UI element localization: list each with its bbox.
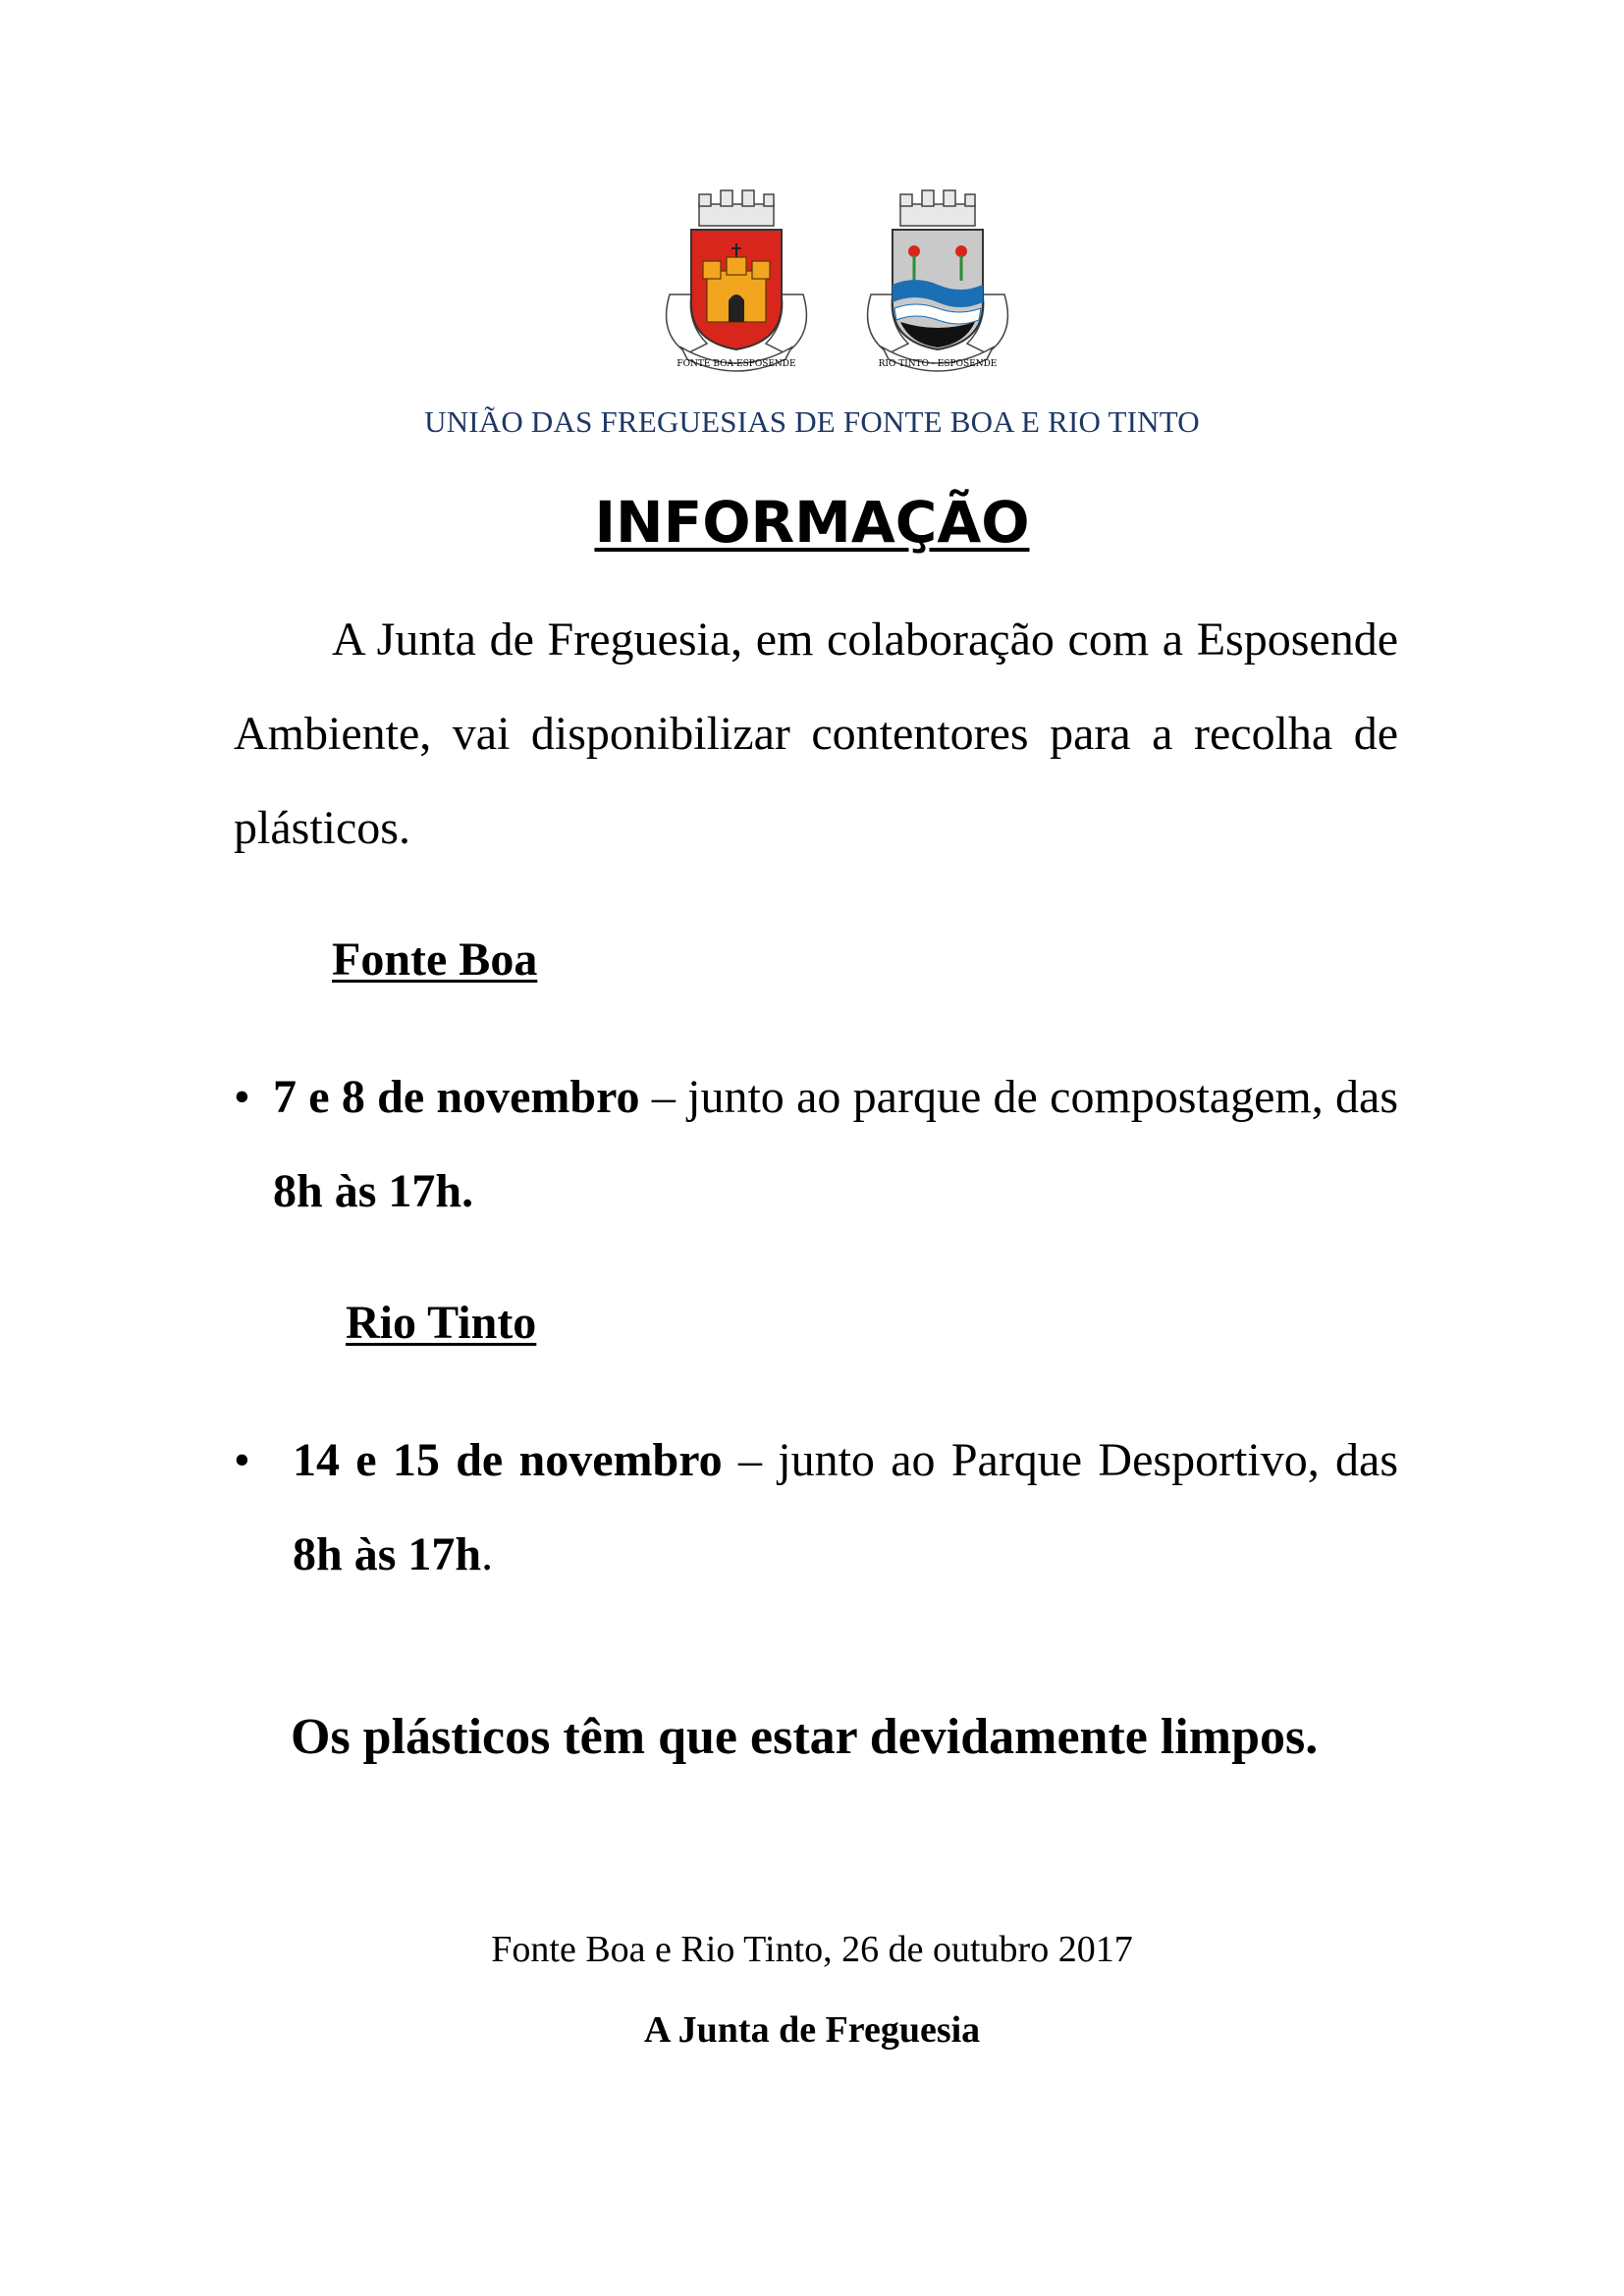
bullet-time: 8h às 17h.: [273, 1165, 474, 1217]
bullet-text: – junto ao parque de compostagem, das: [639, 1071, 1399, 1123]
notice-text: Os plásticos têm que estar devidamente limpos.: [291, 1709, 1319, 1765]
crests-row: [648, 187, 1031, 373]
list-item-fonte-boa: [234, 1050, 1398, 1239]
bullet-date: 14 e 15 de novembro: [293, 1434, 723, 1486]
section-heading-rio-tinto: Rio Tinto: [346, 1297, 537, 1349]
svg-text:FONTE BOA-ESPOSENDE: FONTE BOA-ESPOSENDE: [677, 359, 796, 369]
section-heading-fonte-boa: Fonte Boa: [332, 934, 538, 986]
org-title: UNIÃO DAS FREGUESIAS DE FONTE BOA E RIO TINTO: [424, 404, 1200, 439]
bullet-end: .: [481, 1528, 494, 1580]
list-item-body: [293, 1414, 1398, 1602]
svg-text:RIO TINTO - ESPOSENDE: RIO TINTO - ESPOSENDE: [878, 359, 998, 369]
bullet-time: 8h às 17h: [293, 1528, 482, 1580]
list-item-rio-tinto: [234, 1414, 1398, 1602]
list-item-body: [273, 1050, 1398, 1239]
intro-paragraph: A Junta de Freguesia, em colaboração com a Esposende Ambiente, vai disponibilizar contentores para a recolha de plásticos.: [234, 614, 1398, 854]
rio-tinto-crest: [849, 187, 1026, 373]
bullet-icon: •: [234, 1071, 250, 1123]
bullet-icon: •: [234, 1434, 250, 1486]
fonte-boa-crest: [648, 187, 825, 373]
bullet-date: 7 e 8 de novembro: [273, 1071, 640, 1123]
signature: A Junta de Freguesia: [643, 2009, 981, 2051]
place-date: Fonte Boa e Rio Tinto, 26 de outubro 2017: [491, 1929, 1133, 1970]
page-title: INFORMAÇÃO: [594, 489, 1030, 556]
bullet-text: – junto ao Parque Desportivo, das: [722, 1434, 1399, 1486]
